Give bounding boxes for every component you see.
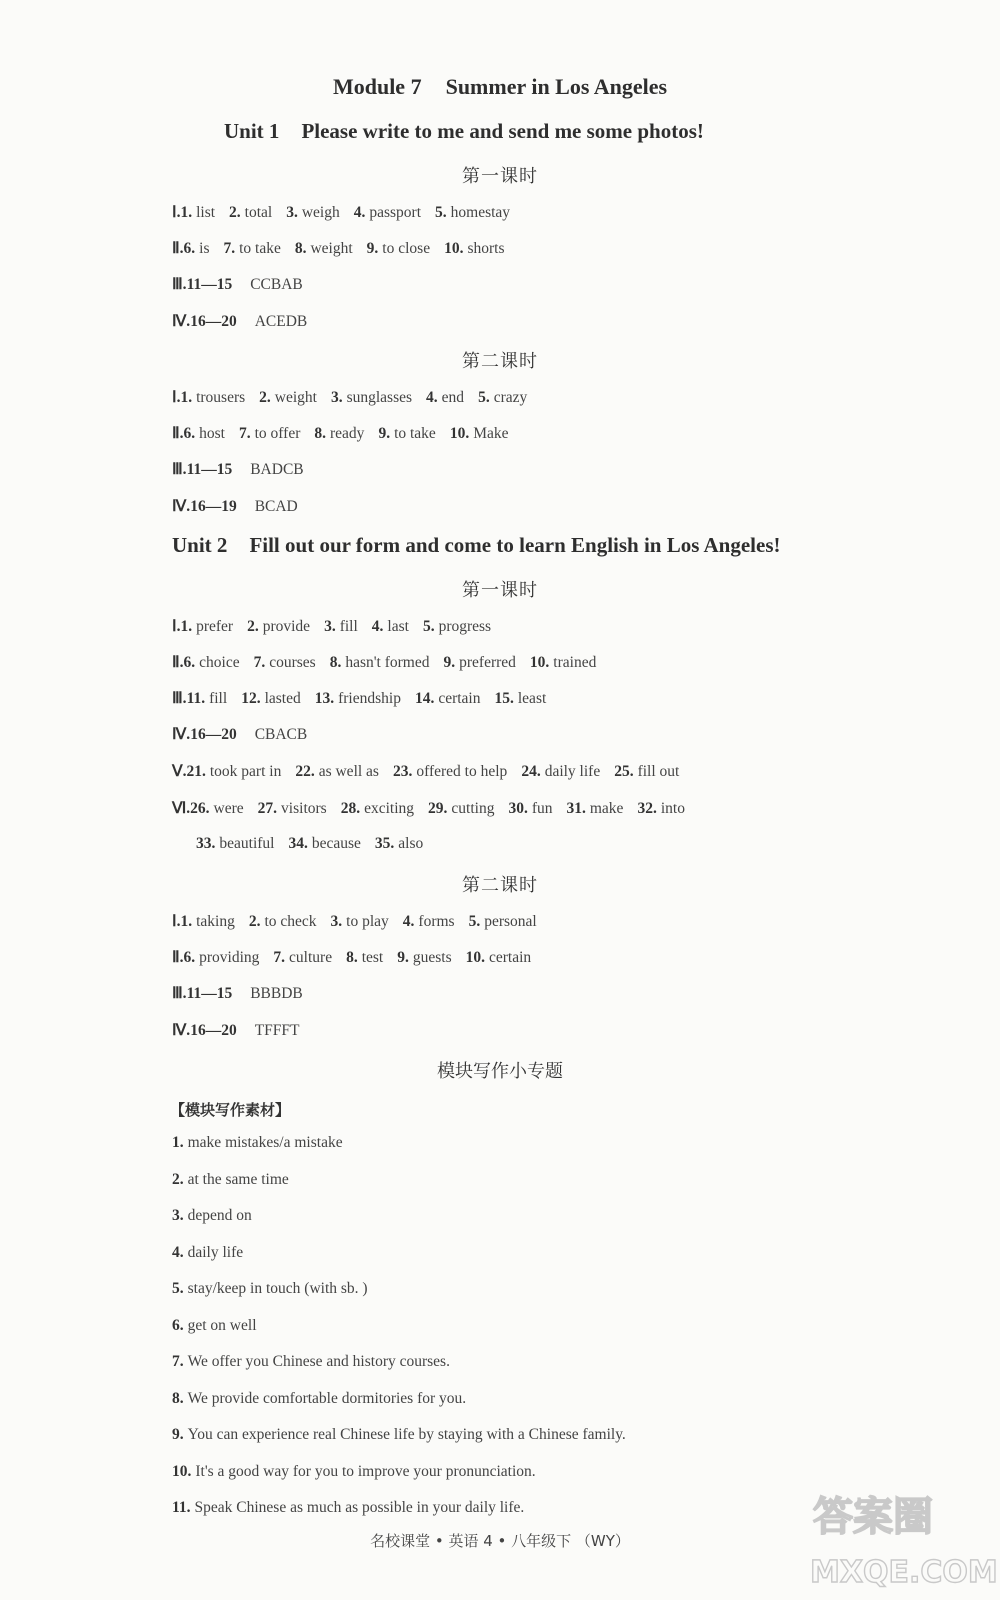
material-item (172, 1207, 252, 1225)
answer-text: providing (199, 949, 260, 966)
answer-text: fill out (637, 763, 680, 780)
answer-text: prefer (196, 618, 234, 635)
answer-text: least (517, 690, 547, 707)
answer-text: trained (553, 654, 597, 671)
answer-text: culture (289, 949, 333, 966)
question-number: 34. (288, 835, 308, 852)
answer-row (196, 835, 437, 853)
section-label: Ⅳ. (172, 313, 191, 330)
section-label: Ⅱ. (172, 240, 184, 257)
material-text: It's a good way for you to improve your pronunciation. (195, 1462, 536, 1480)
answer-text: visitors (281, 800, 327, 817)
answer-text: trousers (196, 389, 246, 406)
u1-lesson2-heading: 第二课时 (462, 351, 538, 372)
material-item (172, 1317, 257, 1335)
answer-row (172, 203, 524, 222)
question-number: 8. (329, 654, 342, 671)
question-number: 3. (330, 389, 343, 406)
answer-text: because (311, 835, 361, 852)
answer-text: end (441, 389, 465, 406)
question-number: 10. (465, 949, 485, 966)
question-number: 28. (340, 800, 361, 817)
question-number: 6. (183, 425, 196, 442)
question-number: 3. (324, 618, 336, 635)
question-number: 25. (614, 763, 634, 780)
answer-item (247, 618, 310, 636)
answer-item (315, 690, 401, 708)
answer-item (375, 835, 423, 853)
material-number: 4. (172, 1243, 184, 1261)
material-item (172, 1171, 289, 1189)
answer-item (469, 913, 537, 931)
unit1-title (224, 119, 704, 144)
section-label: Ⅲ. (172, 276, 187, 293)
material-text: at the same time (187, 1170, 289, 1188)
answer-item (180, 389, 245, 407)
question-range: 16—20 (190, 726, 237, 743)
answer-text: progress (438, 618, 492, 635)
section-label: Ⅲ. (172, 690, 187, 707)
answer-letters: ACEDB (254, 313, 308, 330)
section-label: Ⅱ. (172, 425, 184, 442)
answer-text: to close (382, 240, 431, 257)
material-text: Speak Chinese as much as possible in your daily life. (194, 1499, 525, 1516)
answer-text: choice (199, 654, 240, 671)
answer-text: provide (262, 618, 311, 635)
material-text: get on well (187, 1316, 257, 1334)
question-number: 15. (494, 690, 514, 707)
material-text: We offer you Chinese and history courses. (187, 1353, 450, 1370)
answer-text: took part in (209, 763, 282, 780)
material-item (172, 1499, 524, 1517)
answer-text: courses (269, 654, 316, 671)
answer-item (450, 425, 509, 443)
question-number: 24. (521, 763, 541, 780)
question-number: 7. (253, 654, 266, 671)
answer-letters: BBBDB (250, 985, 303, 1002)
material-number: 5. (172, 1280, 184, 1297)
section-label: Ⅳ. (172, 726, 191, 743)
answer-text: into (660, 800, 685, 817)
answer-text: fill (339, 618, 358, 635)
watermark-chars: 答案圈 (813, 1494, 933, 1540)
question-number: 3. (330, 913, 343, 930)
question-number: 22. (295, 763, 315, 780)
answer-text: to play (346, 913, 389, 930)
watermark-text: MXQE.COM (810, 1555, 998, 1590)
answer-text: make (589, 800, 624, 817)
question-number: 35. (374, 835, 395, 852)
answer-item (180, 204, 215, 222)
question-number: 10. (449, 425, 470, 442)
section-label: Ⅰ. (172, 204, 181, 221)
unit2-title (172, 533, 781, 558)
answer-item (444, 240, 504, 258)
answer-letters: TFFFT (254, 1022, 300, 1039)
u2-lesson1-heading: 第一课时 (462, 580, 538, 601)
question-range: 16—20 (190, 313, 237, 330)
answer-text: is (199, 240, 210, 257)
answer-text: beautiful (219, 835, 275, 852)
question-range: 16—20 (190, 1022, 237, 1039)
material-text: make mistakes/a mistake (187, 1134, 343, 1151)
answer-text: taking (196, 913, 235, 930)
question-number: 33. (196, 835, 216, 852)
question-number: 2. (259, 389, 271, 406)
answer-text: to take (394, 425, 436, 442)
answer-item (249, 913, 317, 931)
section-label: Ⅱ. (172, 949, 184, 966)
answer-item (223, 240, 280, 258)
question-range: 16—19 (190, 498, 237, 515)
answer-text: guests (412, 949, 452, 966)
answer-text: list (196, 204, 216, 221)
page-footer: 名校课堂 • 英语 4 • 八年级下 （WY） (370, 1532, 630, 1550)
question-number: 5. (478, 389, 490, 406)
material-text: We provide comfortable dormitories for you. (187, 1389, 467, 1407)
answer-letters: CCBAB (250, 276, 303, 293)
material-item (172, 1463, 536, 1481)
section-label: Ⅳ. (172, 498, 191, 515)
answer-text: were (213, 800, 244, 817)
material-number: 10. (172, 1462, 192, 1480)
answer-text: ready (330, 425, 365, 442)
material-number: 8. (172, 1389, 184, 1407)
answer-item (186, 763, 281, 781)
answer-row (172, 912, 551, 931)
answer-row (172, 460, 304, 479)
answer-item (229, 204, 272, 222)
question-number: 30. (508, 800, 528, 817)
answer-item (397, 949, 451, 967)
u1-lesson1-heading: 第一课时 (462, 166, 538, 187)
answer-item (286, 204, 340, 222)
question-number: 9. (397, 949, 409, 966)
question-number: 5. (435, 204, 447, 221)
answer-item (331, 389, 412, 407)
answer-item (521, 763, 600, 781)
answer-item (184, 240, 210, 258)
material-number: 11. (172, 1499, 191, 1516)
answer-text: cutting (451, 800, 495, 817)
answer-row (172, 984, 303, 1003)
question-number: 26. (190, 800, 210, 817)
answer-item (295, 763, 379, 781)
material-number: 1. (172, 1134, 184, 1151)
module-number: Module 7 (332, 74, 422, 99)
section-label: Ⅰ. (172, 618, 181, 635)
section-label: Ⅱ. (172, 654, 184, 671)
answer-letters: BADCB (250, 461, 304, 478)
question-number: 1. (180, 618, 193, 635)
question-number: 7. (238, 425, 251, 442)
question-number: 11. (186, 690, 206, 707)
answer-item (444, 654, 516, 672)
question-number: 9. (366, 240, 379, 257)
answer-item (530, 654, 596, 672)
answer-text: passport (369, 204, 422, 221)
question-number: 2. (229, 204, 241, 221)
answer-row (172, 497, 298, 516)
answer-text: exciting (364, 800, 415, 817)
section-label: Ⅰ. (172, 913, 181, 930)
answer-item (184, 949, 260, 967)
answer-item (614, 763, 679, 781)
answer-text: daily life (544, 763, 601, 780)
answer-item (478, 389, 527, 407)
answer-text: to take (239, 240, 281, 257)
answer-row (172, 1021, 300, 1040)
answer-item (372, 618, 409, 636)
unit2-heading: Fill out our form and come to learn English in Los Angeles! (249, 533, 781, 557)
material-item (172, 1280, 368, 1298)
answer-item (346, 949, 383, 967)
question-number: 8. (346, 949, 358, 966)
answer-item (354, 204, 421, 222)
answer-row (172, 275, 303, 294)
answer-item (324, 618, 358, 636)
question-range: 11—15 (186, 276, 233, 293)
question-number: 5. (468, 913, 481, 930)
material-number: 3. (172, 1207, 184, 1224)
answer-text: to offer (254, 425, 301, 442)
answer-letters: CBACB (254, 726, 308, 743)
answer-row (172, 424, 522, 443)
answer-text: weigh (301, 204, 340, 221)
answer-text: preferred (459, 654, 516, 671)
answer-text: also (398, 835, 424, 852)
answer-item (259, 389, 317, 407)
answer-text: hasn't formed (345, 654, 430, 671)
question-number: 27. (257, 800, 278, 817)
question-number: 2. (248, 913, 261, 930)
material-item (172, 1390, 466, 1408)
answer-item (295, 240, 353, 258)
section-label: Ⅴ. (172, 763, 187, 780)
answer-text: forms (418, 913, 455, 930)
answer-item (184, 425, 225, 443)
answer-text: lasted (264, 690, 301, 707)
material-text: stay/keep in touch (with sb. ) (187, 1280, 368, 1297)
answer-item (428, 800, 494, 818)
question-number: 5. (422, 618, 435, 635)
question-number: 8. (294, 240, 307, 257)
section-label: Ⅵ. (172, 800, 191, 817)
materials-heading: 【模块写作素材】 (170, 1101, 291, 1119)
question-number: 3. (286, 204, 298, 221)
answer-item (330, 654, 430, 672)
question-number: 1. (180, 913, 193, 930)
answer-text: total (244, 204, 273, 221)
writing-topic-heading: 模块写作小专题 (437, 1061, 563, 1082)
answer-item (423, 618, 491, 636)
answer-item (273, 949, 332, 967)
question-number: 4. (402, 913, 415, 930)
question-number: 6. (183, 949, 196, 966)
question-number: 23. (392, 763, 413, 780)
question-number: 14. (414, 690, 435, 707)
answer-text: as well as (318, 763, 379, 780)
material-text: You can experience real Chinese life by staying with a Chinese family. (187, 1426, 626, 1443)
answer-text: test (361, 949, 384, 966)
question-number: 1. (180, 204, 193, 221)
question-number: 9. (443, 654, 456, 671)
question-number: 4. (353, 204, 366, 221)
answer-row (172, 239, 519, 258)
answer-item (258, 800, 327, 818)
answer-row (172, 799, 699, 818)
question-number: 6. (183, 654, 196, 671)
answer-text: offered to help (416, 763, 508, 780)
answer-item (180, 913, 234, 931)
question-number: 32. (637, 800, 657, 817)
module-name: Summer in Los Angeles (445, 74, 668, 99)
material-number: 7. (172, 1353, 184, 1370)
question-number: 10. (529, 654, 550, 671)
answer-item (184, 654, 240, 672)
watermark-logo (808, 1482, 998, 1592)
answer-item (393, 763, 507, 781)
answer-row (172, 948, 545, 967)
question-number: 4. (426, 389, 438, 406)
question-number: 21. (186, 763, 206, 780)
question-range: 11—15 (186, 461, 233, 478)
answer-text: Make (473, 425, 509, 442)
section-label: Ⅲ. (172, 461, 187, 478)
answer-item (288, 835, 360, 853)
answer-item (495, 690, 547, 708)
section-label: Ⅰ. (172, 389, 181, 406)
question-number: 8. (314, 425, 327, 442)
question-number: 4. (371, 618, 384, 635)
unit2-label: Unit 2 (172, 533, 228, 557)
question-number: 7. (273, 949, 286, 966)
material-item (172, 1426, 626, 1444)
answer-item (331, 913, 389, 931)
answer-text: weight (274, 389, 317, 406)
answer-text: weight (310, 240, 353, 257)
answer-item (508, 800, 552, 818)
answer-row (172, 762, 693, 781)
answer-text: personal (484, 913, 537, 930)
answer-item (314, 425, 364, 443)
answer-item (367, 240, 430, 258)
answer-item (341, 800, 414, 818)
answer-item (239, 425, 300, 443)
answer-item (378, 425, 435, 443)
question-number: 6. (183, 240, 196, 257)
answer-text: to check (264, 913, 317, 930)
answer-item (196, 835, 274, 853)
answer-item (466, 949, 532, 967)
answer-item (190, 800, 244, 818)
answer-item (426, 389, 464, 407)
answer-item (567, 800, 624, 818)
answer-text: friendship (338, 690, 401, 707)
answer-text: homestay (450, 204, 511, 221)
answer-text: crazy (493, 389, 528, 406)
answer-letters: BCAD (254, 498, 298, 515)
answer-item (180, 618, 233, 636)
question-number: 10. (444, 240, 464, 257)
question-number: 29. (428, 800, 448, 817)
material-text: depend on (187, 1207, 252, 1224)
answer-item (415, 690, 481, 708)
u2-lesson2-heading: 第二课时 (462, 875, 538, 896)
unit1-heading: Please write to me and send me some photos! (301, 119, 704, 143)
answer-item (187, 690, 228, 708)
question-number: 2. (247, 618, 259, 635)
question-number: 9. (378, 425, 391, 442)
question-number: 7. (223, 240, 236, 257)
material-item (172, 1353, 450, 1371)
material-item (172, 1244, 243, 1262)
answer-item (637, 800, 685, 818)
question-range: 11—15 (186, 985, 233, 1002)
question-number: 31. (566, 800, 586, 817)
answer-item (403, 913, 455, 931)
material-item (172, 1134, 343, 1152)
answer-text: shorts (467, 240, 505, 257)
material-number: 9. (172, 1426, 184, 1443)
answer-text: sunglasses (346, 389, 413, 406)
answer-text: certain (438, 690, 481, 707)
answer-row (172, 725, 307, 744)
question-number: 13. (314, 690, 335, 707)
answer-text: certain (489, 949, 532, 966)
answer-row (172, 388, 541, 407)
answer-text: last (387, 618, 409, 635)
answer-item (241, 690, 301, 708)
answer-item (435, 204, 510, 222)
answer-row (172, 312, 307, 331)
section-label: Ⅳ. (172, 1022, 191, 1039)
answer-row (172, 617, 505, 636)
answer-text: host (199, 425, 225, 442)
material-number: 2. (172, 1170, 184, 1188)
question-number: 12. (241, 690, 261, 707)
answer-row (172, 653, 610, 672)
material-number: 6. (172, 1316, 184, 1334)
answer-text: fun (531, 800, 553, 817)
module-title (0, 74, 1000, 100)
question-number: 1. (180, 389, 193, 406)
answer-item (254, 654, 316, 672)
answer-row (172, 689, 560, 708)
unit1-label: Unit 1 (224, 119, 280, 143)
material-text: daily life (187, 1243, 244, 1261)
answer-text: fill (209, 690, 228, 707)
section-label: Ⅲ. (172, 985, 187, 1002)
